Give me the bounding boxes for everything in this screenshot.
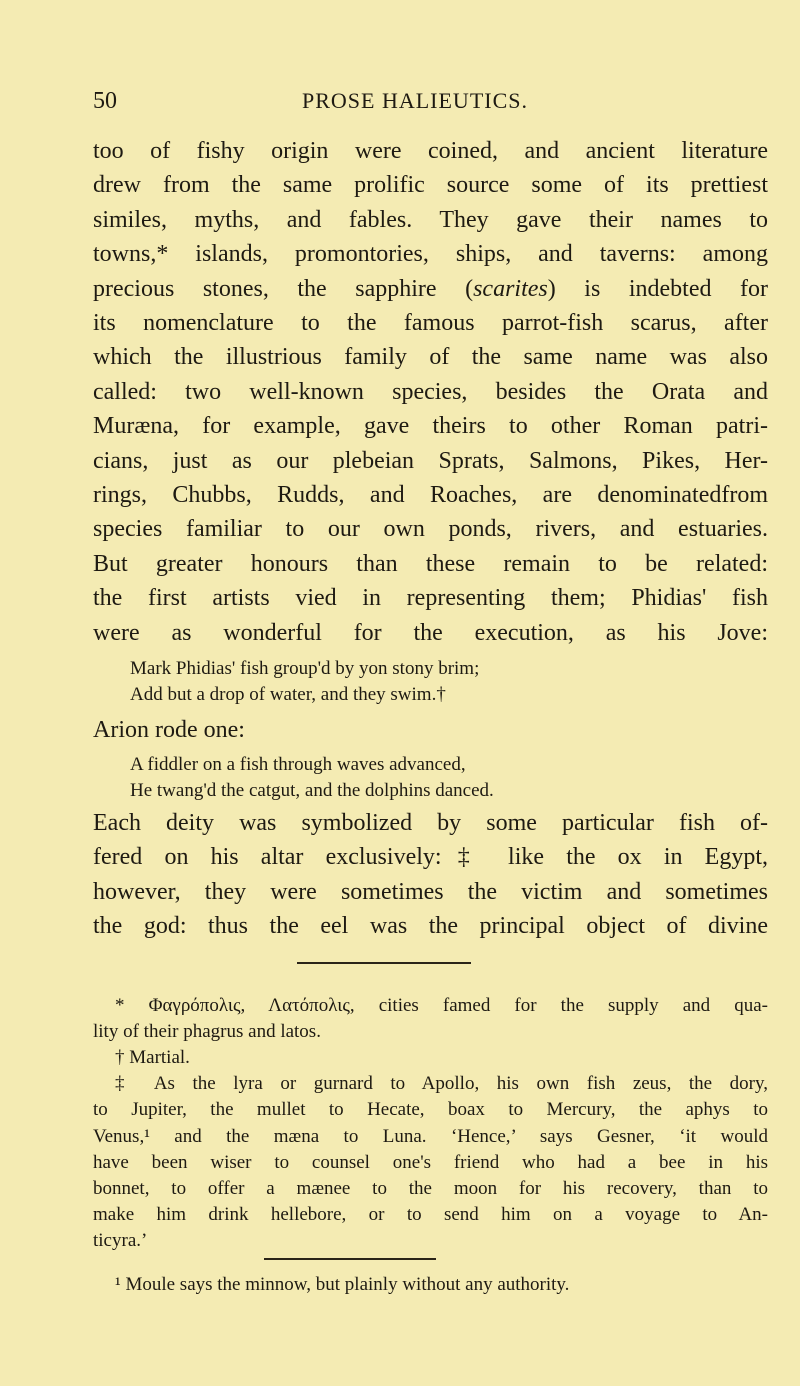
footnote-divider [297, 962, 471, 964]
footnote-line: * Φαγρόπολις, Λατόπολις, cities famed for the supply and qua- [115, 995, 768, 1016]
footnote-line: bonnet, to offer a mænee to the moon for his recovery, than to [93, 1177, 768, 1199]
paragraph-line: cians, just as our plebeian Sprats, Salmons, Pikes, Her- [93, 447, 768, 474]
footnote-line: † Martial. [115, 1047, 190, 1069]
paragraph-line: however, they were sometimes the victim and sometimes [93, 878, 768, 905]
paragraph-line: rings, Chubbs, Rudds, and Roaches, are denominatedfrom [93, 482, 768, 508]
paragraph-line: Each deity was symbolized by some particular fish of- [93, 810, 768, 836]
paragraph-line: too of fishy origin were coined, and ancient literature [93, 138, 768, 164]
arion-line: Arion rode one: [93, 717, 245, 743]
footnote-line: Venus,¹ and the mæna to Luna. ‘Hence,’ says Gesner, ‘it would [93, 1125, 768, 1147]
verse-line: He twang'd the catgut, and the dolphins danced. [130, 780, 494, 801]
verse-line: Mark Phidias' fish group'd by yon stony brim; [130, 658, 480, 679]
paragraph-line: But greater honours than these remain to be related: [93, 550, 768, 577]
footnote-line: ‡ As the lyra or gurnard to Apollo, his own fish zeus, the dory, [115, 1073, 768, 1095]
paragraph-line: its nomenclature to the famous parrot-fish scarus, after [93, 310, 768, 336]
footnote-line: make him drink hellebore, or to send him on a voyage to An- [93, 1203, 768, 1225]
paragraph-line: called: two well-known species, besides the Orata and [93, 378, 768, 405]
paragraph-line: species familiar to our own ponds, rivers, and estuaries. [93, 516, 768, 543]
editor-note: ¹ Moule says the minnow, but plainly without any authority. [115, 1274, 570, 1295]
paragraph-line: which the illustrious family of the same name was also [93, 344, 768, 371]
paragraph-line: fered on his altar exclusively:‡ like the ox in Egypt, [93, 844, 768, 871]
paragraph-line: were as wonderful for the execution, as his Jove: [93, 619, 768, 646]
editor-note-divider [264, 1258, 436, 1260]
footnote-line: ticyra.’ [93, 1229, 148, 1251]
page-number: 50 [93, 88, 117, 114]
paragraph-line: precious stones, the sapphire (scarites) is indebted for [93, 275, 769, 302]
footnote-line: to Jupiter, the mullet to Hecate, boax to Mercury, the aphys to [93, 1099, 768, 1121]
paragraph-line: the first artists vied in representing them; Phidias' fish [93, 585, 768, 612]
paragraph-line: drew from the same prolific source some of its prettiest [93, 172, 768, 199]
footnote-line: lity of their phagrus and latos. [93, 1021, 321, 1043]
verse-line: Add but a drop of water, and they swim.† [130, 684, 446, 705]
paragraph-line: towns,* islands, promontories, ships, and taverns: among [93, 241, 768, 268]
paragraph-line: Muræna, for example, gave theirs to other Roman patri- [93, 413, 768, 440]
paragraph-line: similes, myths, and fables. They gave their names to [93, 206, 768, 233]
verse-line: A fiddler on a fish through waves advanced, [130, 754, 466, 775]
running-title: PROSE HALIEUTICS. [301, 88, 528, 113]
footnote-line: have been wiser to counsel one's friend who had a bee in his [93, 1151, 768, 1173]
paragraph-line: the god: thus the eel was the principal object of divine [93, 913, 768, 940]
